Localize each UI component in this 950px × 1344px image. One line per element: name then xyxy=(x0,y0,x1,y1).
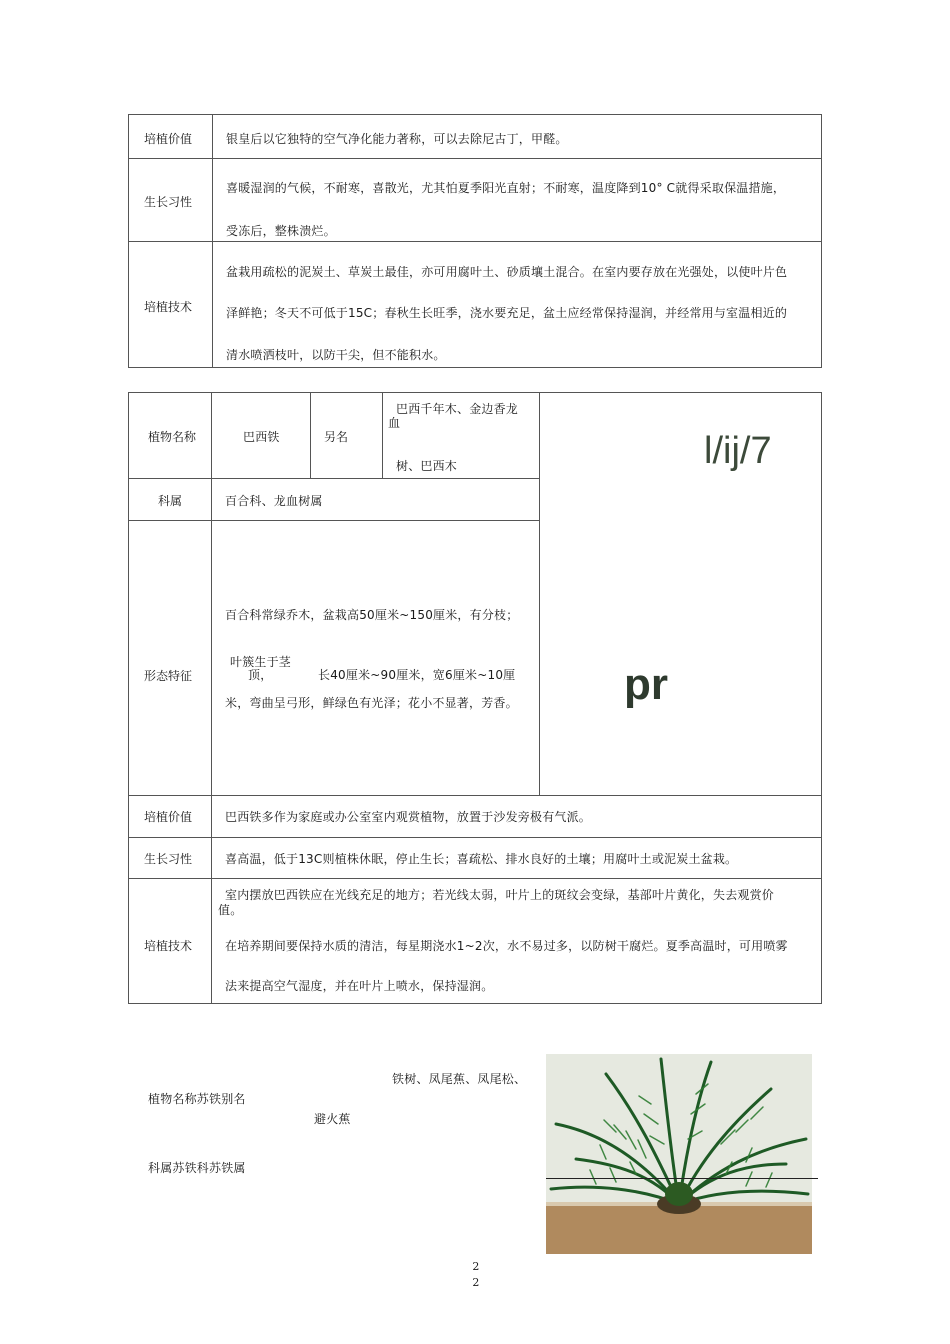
table-2-divider xyxy=(382,392,383,478)
table-2-divider xyxy=(211,392,212,478)
row-label-value: 培植价值 xyxy=(144,132,193,146)
morphology-text: 长40厘米~90厘米，宽6厘米~10厘 xyxy=(318,668,516,682)
table-2-divider xyxy=(539,392,540,795)
row-label-habit: 生长习性 xyxy=(144,195,193,209)
table-2-row-line xyxy=(128,837,822,838)
table-2-divider xyxy=(211,478,212,1004)
technique-text: 室内摆放巴西铁应在光线充足的地方；若光线太弱，叶片上的斑纹会变绿，基部叶片黄化，失去观赏价 xyxy=(225,888,775,902)
table-1-row-line xyxy=(128,158,822,159)
alias-text: 避火蕉 xyxy=(314,1112,351,1126)
morphology-text: 叶簇生于茎 xyxy=(230,655,292,669)
value-text: 巴西铁多作为家庭或办公室室内观赏植物，放置于沙发旁极有气派。 xyxy=(225,810,592,824)
plant-name-value: 巴西铁 xyxy=(243,430,280,444)
photo-text-top: l/ij/7 xyxy=(704,430,772,472)
table-2-divider xyxy=(310,392,311,478)
cycad-photo xyxy=(546,1054,812,1254)
technique-text: 法来提高空气湿度，并在叶片上喷水，保持湿润。 xyxy=(225,979,494,993)
table-2-row-line xyxy=(128,878,822,879)
family-line: 科属苏铁科苏铁属 xyxy=(148,1161,246,1175)
alias-text: 铁树、凤尾蕉、凤尾松、 xyxy=(392,1072,527,1086)
row-text-habit: 喜暖湿润的气候，不耐寒，喜散光，尤其怕夏季阳光直射；不耐寒，温度降到10° C就得采取保温措施， xyxy=(226,181,786,195)
photo-overlay-line xyxy=(546,1178,818,1179)
alias-label: 另名 xyxy=(324,430,349,444)
family-value: 百合科、龙血树属 xyxy=(225,494,323,508)
page-number: 2 xyxy=(472,1260,480,1273)
row-text-technique: 盆栽用疏松的泥炭土、草炭土最佳，亦可用腐叶土、砂质壤土混合。在室内要存放在光强处，以使叶片色 xyxy=(226,265,788,279)
habit-label: 生长习性 xyxy=(144,852,193,866)
row-label-technique: 培植技术 xyxy=(144,300,193,314)
alias-value: 巴西千年木、金边香龙 xyxy=(396,402,519,416)
photo-fragment xyxy=(624,660,698,709)
row-text-technique: 泽鲜艳；冬天不可低于15C；春秋生长旺季，浇水要充足，盆土应经常保持湿润，并经常用与室温相近的 xyxy=(226,306,788,320)
cycad-plant-image xyxy=(546,1054,812,1254)
technique-text: 值。 xyxy=(218,903,243,917)
photo-text-bottom: pr xyxy=(624,660,668,709)
row-text-technique: 清水喷洒枝叶，以防干尖，但不能积水。 xyxy=(226,348,446,362)
table-1-row-line xyxy=(128,241,822,242)
morphology-text: 百合科常绿乔木，盆栽高50厘米~150厘米，有分枝； xyxy=(225,608,519,622)
alias-value: 树、巴西木 xyxy=(396,459,458,473)
table-2-row-line xyxy=(128,795,822,796)
technique-label: 培植技术 xyxy=(144,939,193,953)
morphology-text: 米，弯曲呈弓形，鲜绿色有光泽；花小不显著，芳香。 xyxy=(225,696,518,710)
morphology-text: 顶， xyxy=(248,668,273,682)
table-2-row-line xyxy=(128,520,539,521)
table-2-row-line xyxy=(128,478,539,479)
plant-name-label: 植物名称 xyxy=(148,430,197,444)
row-text-habit: 受冻后，整株溃烂。 xyxy=(226,224,336,238)
alias-value: 血 xyxy=(388,416,401,430)
morphology-label: 形态特征 xyxy=(144,669,193,683)
plant-name-line: 植物名称苏铁别名 xyxy=(148,1092,246,1106)
page-number: 2 xyxy=(472,1276,480,1289)
habit-text: 喜高温，低于13C则植株休眠，停止生长；喜疏松、排水良好的土壤；用腐叶土或泥炭土盆栽。 xyxy=(225,852,738,866)
family-label: 科属 xyxy=(158,494,183,508)
value-label: 培植价值 xyxy=(144,810,193,824)
technique-text: 在培养期间要保持水质的清洁，每星期浇水1~2次，水不易过多，以防树干腐烂。夏季高温时，可用喷雾 xyxy=(225,939,788,953)
row-text-value: 银皇后以它独特的空气净化能力著称，可以去除尼古丁，甲醛。 xyxy=(226,132,568,146)
family-line-clip xyxy=(148,1160,268,1175)
